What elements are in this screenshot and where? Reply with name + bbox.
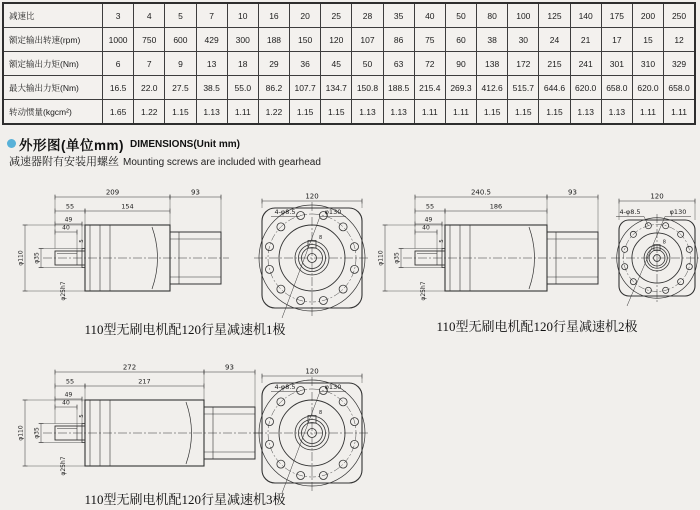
spec-cell: 310 — [632, 52, 663, 76]
svg-text:φ130: φ130 — [324, 383, 342, 391]
spec-cell: 13 — [196, 52, 227, 76]
spec-cell: 300 — [227, 28, 258, 52]
spec-cell: 25 — [321, 3, 352, 28]
spec-cell: 1.13 — [601, 100, 632, 125]
spec-cell: 1.15 — [539, 100, 570, 125]
section-title-en: DIMENSIONS(Unit mm) — [130, 139, 240, 150]
spec-cell: 329 — [664, 52, 695, 76]
svg-text:4-φ8.5: 4-φ8.5 — [274, 208, 296, 216]
spec-cell: 86.2 — [258, 76, 289, 100]
svg-text:272: 272 — [122, 363, 137, 372]
spec-cell: 1.22 — [258, 100, 289, 125]
spec-cell: 28 — [352, 3, 383, 28]
spec-cell: 1.13 — [196, 100, 227, 125]
spec-cell: 1.11 — [445, 100, 476, 125]
spec-cell: 1.15 — [508, 100, 539, 125]
spec-cell: 10 — [227, 3, 258, 28]
svg-text:240.5: 240.5 — [470, 188, 492, 197]
section-subtitle-en: Mounting screws are included with gearhead — [123, 157, 321, 168]
spec-cell: 125 — [539, 3, 570, 28]
svg-text:φ110: φ110 — [377, 250, 385, 266]
drawing-3pole — [10, 358, 390, 508]
svg-text:93: 93 — [568, 188, 577, 197]
spec-cell: 55.0 — [227, 76, 258, 100]
spec-cell: 17 — [601, 28, 632, 52]
svg-text:40: 40 — [62, 399, 70, 407]
spec-cell: 658.0 — [664, 76, 695, 100]
spec-cell: 1.11 — [664, 100, 695, 125]
spec-row — [3, 3, 695, 28]
svg-text:49: 49 — [64, 216, 73, 224]
svg-text:93: 93 — [191, 188, 200, 197]
spec-cell: 1.65 — [103, 100, 134, 125]
spec-cell: 1.15 — [321, 100, 352, 125]
spec-cell: 107.7 — [290, 76, 321, 100]
spec-cell: 20 — [290, 3, 321, 28]
spec-cell: 150 — [290, 28, 321, 52]
spec-row — [3, 52, 695, 76]
svg-text:120: 120 — [650, 192, 664, 201]
spec-cell: 301 — [601, 52, 632, 76]
spec-cell: 750 — [134, 28, 165, 52]
spec-cell: 22.0 — [134, 76, 165, 100]
svg-text:φ110: φ110 — [17, 425, 25, 441]
svg-text:φ35: φ35 — [393, 252, 401, 264]
spec-cell: 175 — [601, 3, 632, 28]
spec-cell: 7 — [134, 52, 165, 76]
spec-cell: 72 — [414, 52, 445, 76]
svg-text:93: 93 — [225, 363, 234, 372]
spec-cell: 24 — [539, 28, 570, 52]
spec-cell: 38 — [477, 28, 508, 52]
spec-cell: 412.6 — [477, 76, 508, 100]
spec-cell: 188.5 — [383, 76, 414, 100]
spec-cell: 1.13 — [570, 100, 601, 125]
spec-cell: 1.13 — [352, 100, 383, 125]
spec-cell: 140 — [570, 3, 601, 28]
svg-text:φ35: φ35 — [33, 427, 41, 439]
svg-text:55: 55 — [65, 202, 75, 211]
spec-cell: 120 — [321, 28, 352, 52]
svg-text:5: 5 — [79, 239, 85, 243]
spec-cell: 215.4 — [414, 76, 445, 100]
svg-text:φ35: φ35 — [33, 252, 41, 264]
spec-cell: 50 — [352, 52, 383, 76]
spec-cell: 429 — [196, 28, 227, 52]
spec-cell: 1.22 — [134, 100, 165, 125]
spec-row-label: 转动惯量(kgcm²) — [3, 100, 103, 125]
svg-text:4-φ8.5: 4-φ8.5 — [274, 383, 296, 391]
spec-cell: 16 — [258, 3, 289, 28]
svg-text:49: 49 — [424, 216, 433, 224]
spec-table-body — [3, 3, 695, 124]
spec-cell: 16.5 — [103, 76, 134, 100]
svg-text:8: 8 — [319, 410, 323, 416]
svg-text:φ25h7: φ25h7 — [60, 281, 67, 301]
spec-cell: 45 — [321, 52, 352, 76]
svg-text:186: 186 — [489, 202, 503, 211]
svg-text:40: 40 — [422, 224, 430, 232]
svg-text:55: 55 — [65, 377, 75, 386]
spec-cell: 269.3 — [445, 76, 476, 100]
spec-cell: 620.0 — [632, 76, 663, 100]
spec-cell: 27.5 — [165, 76, 196, 100]
spec-row — [3, 76, 695, 100]
spec-row — [3, 100, 695, 125]
spec-cell: 30 — [508, 28, 539, 52]
svg-text:209: 209 — [105, 188, 120, 197]
svg-text:5: 5 — [79, 414, 85, 418]
drawing-2pole — [360, 183, 700, 333]
spec-cell: 241 — [570, 52, 601, 76]
section-subtitle-cn: 减速器附有安装用螺丝 — [9, 156, 119, 168]
drawing-caption-2: 110型无刷电机配120行星减速机2极 — [436, 319, 638, 334]
spec-cell: 100 — [508, 3, 539, 28]
svg-text:40: 40 — [62, 224, 70, 232]
dimensions-section-subtitle — [9, 153, 321, 169]
dimensions-section-title — [7, 135, 240, 152]
svg-text:φ25h7: φ25h7 — [420, 281, 427, 301]
spec-cell: 4 — [134, 3, 165, 28]
drawing-caption-3: 110型无刷电机配120行星减速机3极 — [84, 492, 286, 507]
spec-cell: 644.6 — [539, 76, 570, 100]
spec-cell: 9 — [165, 52, 196, 76]
spec-cell: 1.13 — [383, 100, 414, 125]
spec-cell: 620.0 — [570, 76, 601, 100]
svg-text:φ130: φ130 — [324, 208, 342, 216]
svg-text:55: 55 — [425, 202, 435, 211]
spec-cell: 515.7 — [508, 76, 539, 100]
spec-row — [3, 28, 695, 52]
spec-cell: 21 — [570, 28, 601, 52]
spec-cell: 134.7 — [321, 76, 352, 100]
svg-text:49: 49 — [64, 391, 73, 399]
spec-cell: 6 — [103, 52, 134, 76]
svg-text:217: 217 — [138, 377, 151, 386]
section-bullet-icon — [7, 139, 16, 148]
spec-cell: 1.11 — [414, 100, 445, 125]
spec-cell: 40 — [414, 3, 445, 28]
spec-cell: 200 — [632, 3, 663, 28]
svg-text:8: 8 — [662, 239, 666, 246]
spec-cell: 12 — [664, 28, 695, 52]
spec-row-label: 最大输出力矩(Nm) — [3, 76, 103, 100]
section-title-cn: 外形图(单位mm) — [19, 137, 124, 153]
spec-cell: 29 — [258, 52, 289, 76]
spec-cell: 188 — [258, 28, 289, 52]
spec-cell: 107 — [352, 28, 383, 52]
svg-text:φ130: φ130 — [669, 208, 687, 216]
spec-cell: 658.0 — [601, 76, 632, 100]
spec-cell: 150.8 — [352, 76, 383, 100]
spec-cell: 1.15 — [477, 100, 508, 125]
spec-cell: 75 — [414, 28, 445, 52]
spec-row-label: 减速比 — [3, 3, 103, 28]
spec-cell: 50 — [445, 3, 476, 28]
svg-text:8: 8 — [319, 235, 323, 241]
spec-cell: 15 — [632, 28, 663, 52]
spec-cell: 215 — [539, 52, 570, 76]
spec-cell: 90 — [445, 52, 476, 76]
spec-cell: 1.11 — [632, 100, 663, 125]
spec-cell: 1.11 — [227, 100, 258, 125]
spec-cell: 172 — [508, 52, 539, 76]
spec-cell: 3 — [103, 3, 134, 28]
spec-cell: 18 — [227, 52, 258, 76]
spec-cell: 1000 — [103, 28, 134, 52]
svg-text:4-φ8.5: 4-φ8.5 — [619, 208, 641, 216]
spec-cell: 250 — [664, 3, 695, 28]
spec-cell: 35 — [383, 3, 414, 28]
spec-cell: 86 — [383, 28, 414, 52]
spec-cell: 36 — [290, 52, 321, 76]
svg-text:154: 154 — [121, 202, 134, 211]
spec-cell: 80 — [477, 3, 508, 28]
spec-cell: 600 — [165, 28, 196, 52]
drawing-caption-1: 110型无刷电机配120行星减速机1极 — [84, 322, 286, 337]
spec-cell: 1.15 — [165, 100, 196, 125]
drawing-1pole — [10, 183, 390, 333]
spec-cell: 63 — [383, 52, 414, 76]
spec-cell: 60 — [445, 28, 476, 52]
spec-cell: 7 — [196, 3, 227, 28]
svg-text:120: 120 — [305, 192, 319, 201]
spec-cell: 1.15 — [290, 100, 321, 125]
svg-text:120: 120 — [305, 367, 319, 376]
spec-row-label: 额定输出转速(rpm) — [3, 28, 103, 52]
spec-cell: 5 — [165, 3, 196, 28]
svg-text:5: 5 — [439, 239, 445, 243]
svg-text:φ25h7: φ25h7 — [60, 456, 67, 476]
svg-text:φ110: φ110 — [17, 250, 25, 266]
spec-cell: 138 — [477, 52, 508, 76]
spec-cell: 38.5 — [196, 76, 227, 100]
spec-table — [2, 2, 696, 125]
spec-row-label: 额定输出力矩(Nm) — [3, 52, 103, 76]
